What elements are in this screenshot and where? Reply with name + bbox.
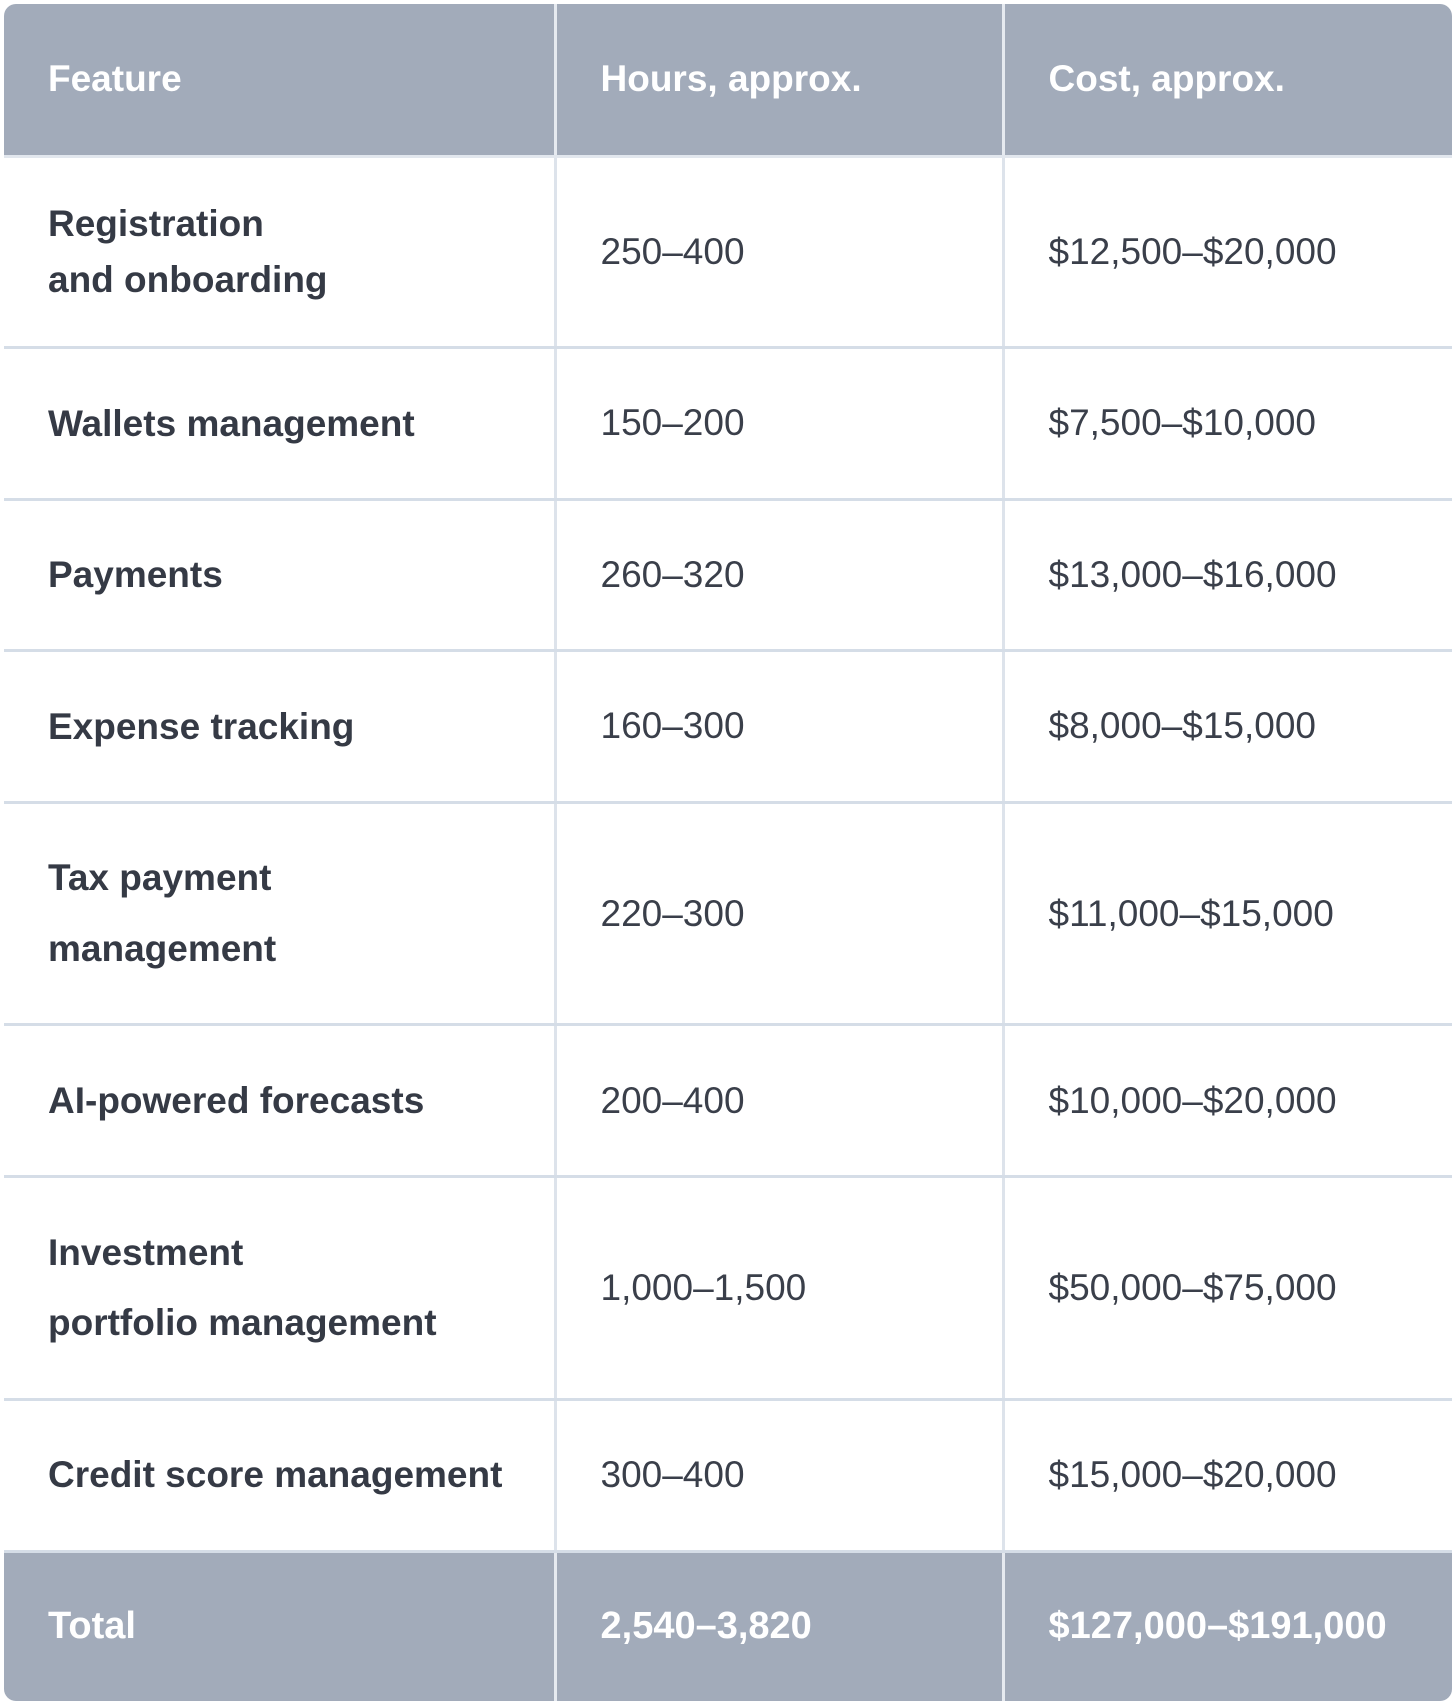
- table-row: [4, 499, 1452, 651]
- table-row: [4, 651, 1452, 803]
- feature-cell: [4, 1176, 555, 1399]
- feature-line: management: [48, 927, 277, 969]
- table-row: [4, 1399, 1452, 1551]
- cost-table-container: [4, 4, 1452, 1701]
- feature-cell: [4, 348, 555, 500]
- feature-cell: [4, 1399, 555, 1551]
- feature-line: portfolio management: [48, 1301, 437, 1343]
- total-row: [4, 1551, 1452, 1701]
- hours-cell: 160–300: [555, 651, 1003, 803]
- hours-cell: 260–320: [555, 499, 1003, 651]
- total-cost: $127,000–$191,000: [1003, 1551, 1452, 1701]
- cost-cell: $50,000–$75,000: [1003, 1176, 1452, 1399]
- hours-cell: 300–400: [555, 1399, 1003, 1551]
- hours-cell: 220–300: [555, 802, 1003, 1025]
- feature-line: Investment: [48, 1231, 244, 1273]
- table-row: [4, 156, 1452, 348]
- header-cost: Cost, approx.: [1003, 4, 1452, 156]
- cost-cell: $10,000–$20,000: [1003, 1025, 1452, 1177]
- feature-line: and onboarding: [48, 258, 328, 300]
- table-row: [4, 348, 1452, 500]
- header-row: [4, 4, 1452, 156]
- cost-cell: $8,000–$15,000: [1003, 651, 1452, 803]
- feature-cell: [4, 802, 555, 1025]
- feature-line: Wallets management: [48, 402, 415, 444]
- table-header: [4, 4, 1452, 156]
- cost-cell: $7,500–$10,000: [1003, 348, 1452, 500]
- cost-cell: $12,500–$20,000: [1003, 156, 1452, 348]
- feature-line: Tax payment: [48, 857, 272, 899]
- feature-line: Credit score management: [48, 1454, 503, 1496]
- feature-line: Expense tracking: [48, 705, 355, 747]
- table-row: [4, 1176, 1452, 1399]
- hours-cell: 1,000–1,500: [555, 1176, 1003, 1399]
- table-footer: [4, 1551, 1452, 1701]
- feature-cell: [4, 156, 555, 348]
- total-label: Total: [4, 1551, 555, 1701]
- hours-cell: 200–400: [555, 1025, 1003, 1177]
- feature-line: AI-powered forecasts: [48, 1079, 425, 1121]
- feature-cell: [4, 1025, 555, 1177]
- table-row: [4, 1025, 1452, 1177]
- cost-cell: $15,000–$20,000: [1003, 1399, 1452, 1551]
- cost-cell: $13,000–$16,000: [1003, 499, 1452, 651]
- feature-cell: [4, 651, 555, 803]
- table-row: [4, 802, 1452, 1025]
- feature-cost-table: [4, 4, 1452, 1701]
- table-body: [4, 156, 1452, 1551]
- header-hours: Hours, approx.: [555, 4, 1003, 156]
- feature-line: Registration: [48, 203, 264, 245]
- hours-cell: 250–400: [555, 156, 1003, 348]
- cost-cell: $11,000–$15,000: [1003, 802, 1452, 1025]
- header-feature: Feature: [4, 4, 555, 156]
- total-hours: 2,540–3,820: [555, 1551, 1003, 1701]
- feature-line: Payments: [48, 554, 223, 596]
- feature-cell: [4, 499, 555, 651]
- hours-cell: 150–200: [555, 348, 1003, 500]
